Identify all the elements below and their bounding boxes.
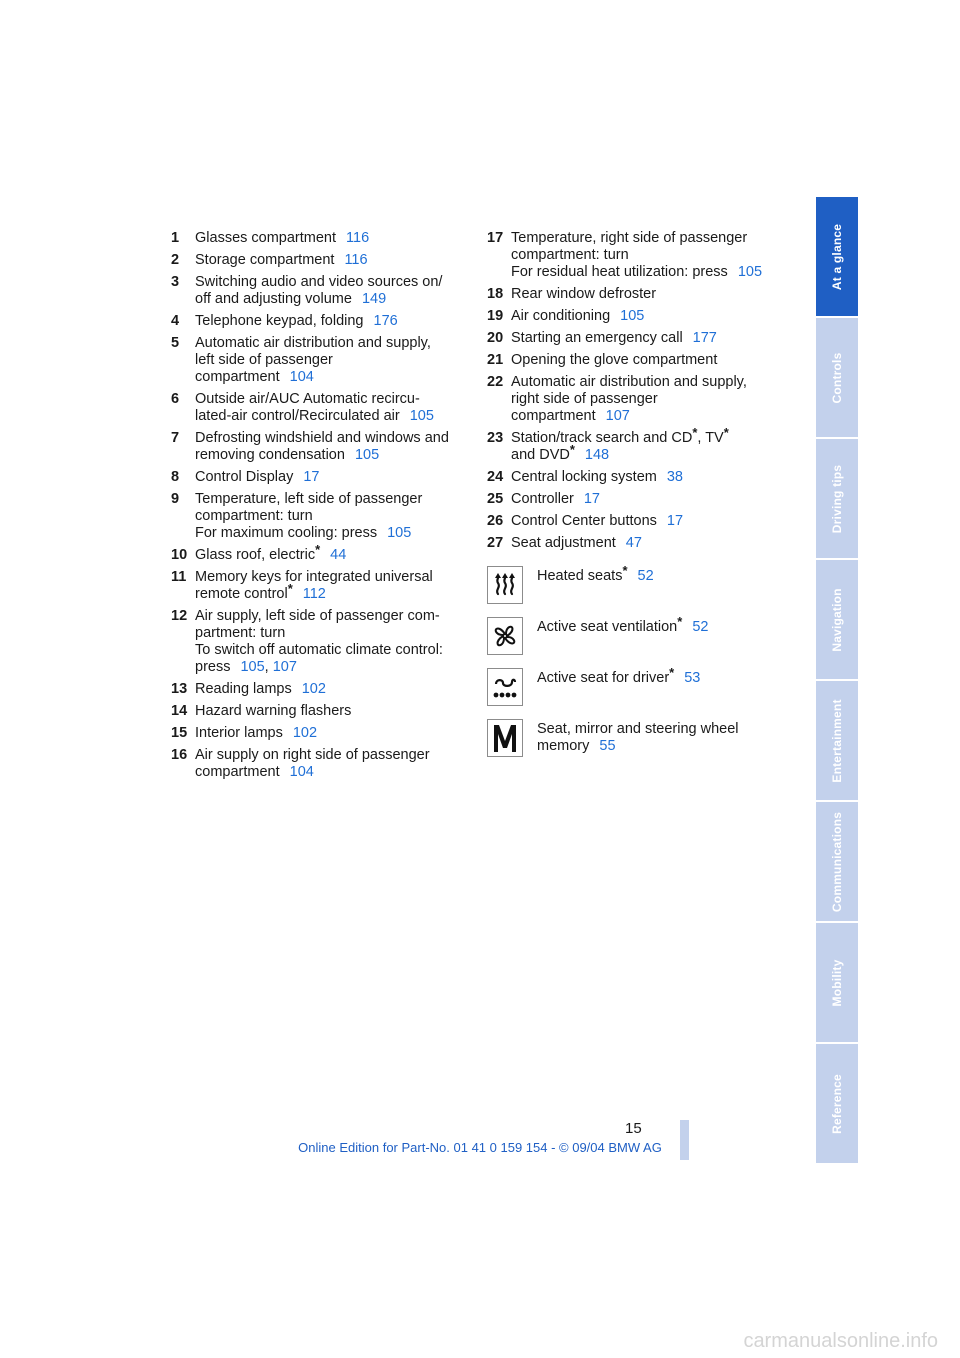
footnote-star: * <box>677 614 683 629</box>
item-line <box>195 408 466 425</box>
item-text <box>195 747 466 781</box>
list-item <box>487 330 787 347</box>
item-number: 25 <box>487 491 504 507</box>
item-line <box>511 352 787 369</box>
item-line-text: Reading lamps <box>195 681 292 697</box>
footnote-star: * <box>287 581 293 596</box>
item-line <box>511 230 787 247</box>
page-reference-link[interactable]: 55 <box>599 738 616 754</box>
item-text <box>195 469 466 486</box>
tab-entertainment[interactable] <box>816 681 858 800</box>
item-line <box>511 391 787 408</box>
item-line <box>537 665 767 687</box>
item-number: 9 <box>171 491 180 507</box>
item-line-text: Active seat for driver <box>537 670 670 686</box>
item-text <box>195 681 466 698</box>
seat-function-label <box>537 563 767 585</box>
page-reference-link[interactable]: 17 <box>666 513 684 529</box>
page-reference-link[interactable]: 105 <box>620 308 645 324</box>
item-text <box>195 608 466 676</box>
item-line-text: Temperature, right side of passenger <box>511 230 748 246</box>
item-line-text: Glass roof, electric <box>195 547 316 563</box>
item-line-text: Control Center buttons <box>511 513 657 529</box>
item-line-text: Starting an emergency call <box>511 330 683 346</box>
item-line <box>195 642 466 659</box>
page-reference-link[interactable]: 176 <box>373 313 398 329</box>
item-line <box>195 608 466 625</box>
seat-ventilation-icon <box>487 617 523 655</box>
item-number: 7 <box>171 430 180 446</box>
list-item <box>171 230 466 247</box>
list-item <box>171 469 466 486</box>
item-number: 5 <box>171 335 180 351</box>
item-text <box>511 469 787 486</box>
item-line-text: Controller <box>511 491 574 507</box>
item-line-text: Air conditioning <box>511 308 611 324</box>
seat-function-row <box>487 719 787 770</box>
item-text <box>511 230 787 281</box>
item-number: 6 <box>171 391 180 407</box>
item-number: 11 <box>171 569 187 585</box>
item-text <box>195 335 466 386</box>
list-item <box>487 374 787 425</box>
item-line <box>195 274 466 291</box>
item-text <box>195 725 466 742</box>
seat-function-label <box>537 719 767 755</box>
seat-function-row <box>487 614 787 668</box>
item-line <box>195 703 466 720</box>
list-item <box>487 425 787 464</box>
item-line <box>511 491 787 508</box>
item-line-text: Opening the glove compartment <box>511 352 718 368</box>
footnote-star: * <box>692 425 698 440</box>
tab-label: Controls <box>830 352 844 403</box>
item-line <box>195 508 466 525</box>
item-line-text: compartment: turn <box>195 508 313 524</box>
page-reference-link[interactable]: 104 <box>289 764 314 780</box>
tab-label: Mobility <box>830 959 844 1006</box>
item-line <box>511 374 787 391</box>
item-line-text: Storage compartment <box>195 252 335 268</box>
item-line-text: Seat, mirror and steering wheel <box>537 721 739 737</box>
list-item <box>487 352 787 369</box>
item-line <box>537 738 767 755</box>
page-number: 15 <box>625 1120 642 1137</box>
page-reference-link[interactable]: 116 <box>344 252 368 268</box>
page-reference-link[interactable]: 104 <box>289 369 314 385</box>
item-number: 13 <box>171 681 188 697</box>
item-line <box>511 264 787 281</box>
item-line-text: , TV <box>697 430 724 446</box>
page-reference-link[interactable]: 105 <box>387 525 412 541</box>
item-line <box>195 569 466 586</box>
page-reference-link[interactable]: 107 <box>605 408 630 424</box>
item-line <box>195 491 466 508</box>
item-number: 10 <box>171 547 188 563</box>
item-line-text: right side of passenger <box>511 391 658 407</box>
item-line-text: left side of passenger <box>195 352 333 368</box>
item-line-text: Temperature, left side of passenger <box>195 491 423 507</box>
item-number: 16 <box>171 747 188 763</box>
item-line <box>195 581 466 603</box>
item-line <box>195 369 466 386</box>
list-item <box>487 535 787 552</box>
item-text <box>511 425 787 464</box>
page-reference-link[interactable]: 38 <box>666 469 683 485</box>
item-line-text: Station/track search and CD <box>511 430 693 446</box>
list-item <box>171 542 466 564</box>
item-number: 1 <box>171 230 180 246</box>
item-line <box>511 308 787 325</box>
item-line-text: For residual heat utilization: press <box>511 264 728 280</box>
item-number: 4 <box>171 313 180 329</box>
memory-m-icon <box>487 719 523 757</box>
item-line <box>195 681 466 698</box>
list-item <box>171 335 466 386</box>
list-item <box>171 491 466 542</box>
heated-seats-icon <box>487 566 523 604</box>
item-line-text: removing condensation <box>195 447 345 463</box>
item-line <box>195 313 466 330</box>
item-number: 18 <box>487 286 504 302</box>
list-item <box>171 569 466 603</box>
page-reference-link[interactable]: 177 <box>692 330 717 346</box>
item-line-text: Telephone keypad, folding <box>195 313 364 329</box>
item-line <box>195 352 466 369</box>
footnote-star: * <box>723 425 729 440</box>
item-number: 27 <box>487 535 504 551</box>
item-text <box>195 569 466 603</box>
page-reference-link[interactable]: 53 <box>684 670 701 686</box>
item-line-text: Outside air/AUC Automatic recircu- <box>195 391 420 407</box>
right-item-list <box>487 230 787 552</box>
item-line-text: compartment: turn <box>511 247 629 263</box>
item-line <box>195 430 466 447</box>
item-line <box>511 442 787 464</box>
page-reference-link[interactable]: 105 <box>354 447 380 463</box>
item-line-text: off and adjusting volume <box>195 291 352 307</box>
item-line <box>195 291 466 308</box>
list-item <box>171 725 466 742</box>
list-item <box>487 308 787 325</box>
seat-function-label <box>537 614 767 636</box>
item-line <box>195 525 466 542</box>
list-item <box>487 286 787 303</box>
item-text <box>195 703 466 720</box>
item-number: 17 <box>487 230 504 246</box>
page-reference-link[interactable]: 102 <box>292 725 318 741</box>
item-number: 22 <box>487 374 504 390</box>
item-line-text: remote control <box>195 586 288 602</box>
page-reference-link[interactable]: 102 <box>301 681 326 697</box>
item-line-text: Automatic air distribution and supply, <box>511 374 747 390</box>
footnote-star: * <box>315 542 321 557</box>
tab-controls[interactable] <box>816 318 858 437</box>
item-number: 14 <box>171 703 188 719</box>
item-number: 2 <box>171 252 180 268</box>
item-number: 24 <box>487 469 504 485</box>
item-line-text: For maximum cooling: press <box>195 525 378 541</box>
page-reference-link[interactable]: 17 <box>583 491 600 507</box>
item-text <box>195 230 466 247</box>
item-text <box>511 286 787 303</box>
list-item <box>171 681 466 698</box>
left-column <box>171 230 466 786</box>
item-line-text: Rear window defroster <box>511 286 657 302</box>
item-line <box>511 330 787 347</box>
item-line-text: compartment <box>195 764 280 780</box>
ref-separator: , <box>264 659 273 675</box>
page-reference-link[interactable]: 44 <box>330 547 347 563</box>
list-item <box>171 703 466 720</box>
tab-communications[interactable] <box>816 802 858 921</box>
page-reference-link[interactable]: 105 <box>240 659 265 675</box>
list-item <box>487 230 787 281</box>
item-line <box>195 447 466 464</box>
item-number: 21 <box>487 352 504 368</box>
item-line <box>195 659 466 676</box>
seat-function-row <box>487 665 787 719</box>
item-line <box>195 542 466 564</box>
item-line <box>537 614 767 636</box>
item-line-text: and DVD <box>511 447 570 463</box>
item-text <box>511 352 787 369</box>
item-number: 26 <box>487 513 504 529</box>
item-text <box>511 374 787 425</box>
item-text <box>195 313 466 330</box>
item-line <box>511 469 787 486</box>
item-line-text: To switch off automatic climate control: <box>195 642 443 658</box>
section-tabs <box>816 197 858 1165</box>
item-line-text: Automatic air distribution and supply, <box>195 335 431 351</box>
tab-driving-tips[interactable] <box>816 439 858 558</box>
item-line-text: press <box>195 659 231 675</box>
tab-label: At a glance <box>830 223 844 290</box>
page-reference-link[interactable]: 52 <box>637 568 654 584</box>
item-line-text: compartment <box>511 408 596 424</box>
tab-label: Reference <box>830 1073 844 1134</box>
page-reference-link[interactable]: 105 <box>409 408 434 424</box>
list-item <box>487 513 787 530</box>
item-number: 19 <box>487 308 504 324</box>
list-item <box>171 391 466 425</box>
item-text <box>511 308 787 325</box>
footer-edition-note <box>0 1140 960 1155</box>
active-seat-icon <box>487 668 523 706</box>
watermark: carmanualsonline.info <box>743 1330 938 1352</box>
item-text <box>511 535 787 552</box>
list-item <box>171 274 466 308</box>
page-reference-link[interactable]: 17 <box>303 469 320 485</box>
tab-navigation[interactable] <box>816 560 858 679</box>
tab-mobility[interactable] <box>816 923 858 1042</box>
item-line-text: Air supply, left side of passenger com- <box>195 608 440 624</box>
item-line <box>511 286 787 303</box>
item-line-text: Control Display <box>195 469 294 485</box>
item-line <box>195 335 466 352</box>
item-line-text: lated-air control/Recirculated air <box>195 408 400 424</box>
item-line <box>195 764 466 781</box>
footer-text: Online Edition for Part-No. 01 41 0 159 154 - © 09/04 BMW AG <box>298 1140 662 1155</box>
item-line-text: Memory keys for integrated universal <box>195 569 433 585</box>
footnote-star: * <box>669 665 675 680</box>
item-line-text: Seat adjustment <box>511 535 616 551</box>
item-number: 12 <box>171 608 188 624</box>
item-line-text: Interior lamps <box>195 725 283 741</box>
page-reference-link[interactable]: 149 <box>361 291 387 307</box>
item-line-text: Glasses compartment <box>195 230 337 246</box>
item-number: 20 <box>487 330 504 346</box>
page-reference-link[interactable]: 105 <box>737 264 763 280</box>
list-item <box>487 469 787 486</box>
item-line-text: Defrosting windshield and windows and <box>195 430 449 446</box>
item-line <box>511 408 787 425</box>
list-item <box>171 747 466 781</box>
list-item <box>171 608 466 676</box>
item-text <box>195 274 466 308</box>
item-line-text: Active seat ventilation <box>537 619 678 635</box>
page-reference-link[interactable]: 107 <box>272 659 297 675</box>
item-number: 23 <box>487 430 504 446</box>
seat-function-label <box>537 665 767 687</box>
page-reference-link[interactable]: 112 <box>302 586 326 602</box>
list-item <box>171 430 466 464</box>
item-line-text: Switching audio and video sources on/ <box>195 274 443 290</box>
item-text <box>511 330 787 347</box>
item-text <box>511 513 787 530</box>
tab-at-a-glance[interactable] <box>816 197 858 316</box>
item-text <box>511 491 787 508</box>
item-line <box>511 247 787 264</box>
item-line <box>195 725 466 742</box>
tab-label: Communications <box>830 811 844 912</box>
item-line <box>195 391 466 408</box>
item-line <box>511 425 787 447</box>
seat-function-row <box>487 563 787 617</box>
list-item <box>171 313 466 330</box>
item-text <box>195 491 466 542</box>
item-line <box>537 721 767 738</box>
item-line <box>195 469 466 486</box>
right-column <box>487 230 787 770</box>
tab-label: Entertainment <box>830 698 844 783</box>
item-line-text: Central locking system <box>511 469 657 485</box>
item-line-text: compartment <box>195 369 280 385</box>
item-number: 3 <box>171 274 180 290</box>
item-line <box>511 513 787 530</box>
item-text <box>195 542 466 564</box>
tab-label: Driving tips <box>830 464 844 533</box>
item-line-text: partment: turn <box>195 625 286 641</box>
item-text <box>195 430 466 464</box>
item-line <box>195 230 466 247</box>
item-line-text: Air supply on right side of passenger <box>195 747 430 763</box>
item-line <box>195 625 466 642</box>
item-line <box>195 747 466 764</box>
seat-icon-list <box>487 563 787 770</box>
list-item <box>487 491 787 508</box>
item-line <box>511 535 787 552</box>
footnote-star: * <box>622 563 628 578</box>
item-text <box>195 391 466 425</box>
item-line-text: memory <box>537 738 590 754</box>
page-reference-link[interactable]: 148 <box>584 447 610 463</box>
page-reference-link[interactable]: 116 <box>346 230 370 246</box>
item-number: 15 <box>171 725 188 741</box>
footnote-star: * <box>569 442 575 457</box>
item-line-text: Hazard warning flashers <box>195 703 352 719</box>
tab-label: Navigation <box>830 587 844 652</box>
item-line-text: Heated seats <box>537 568 623 584</box>
item-line <box>537 563 767 585</box>
item-line <box>195 252 466 269</box>
list-item <box>171 252 466 269</box>
item-number: 8 <box>171 469 180 485</box>
page-reference-link[interactable]: 47 <box>625 535 642 551</box>
item-text <box>195 252 466 269</box>
page-reference-link[interactable]: 52 <box>692 619 709 635</box>
